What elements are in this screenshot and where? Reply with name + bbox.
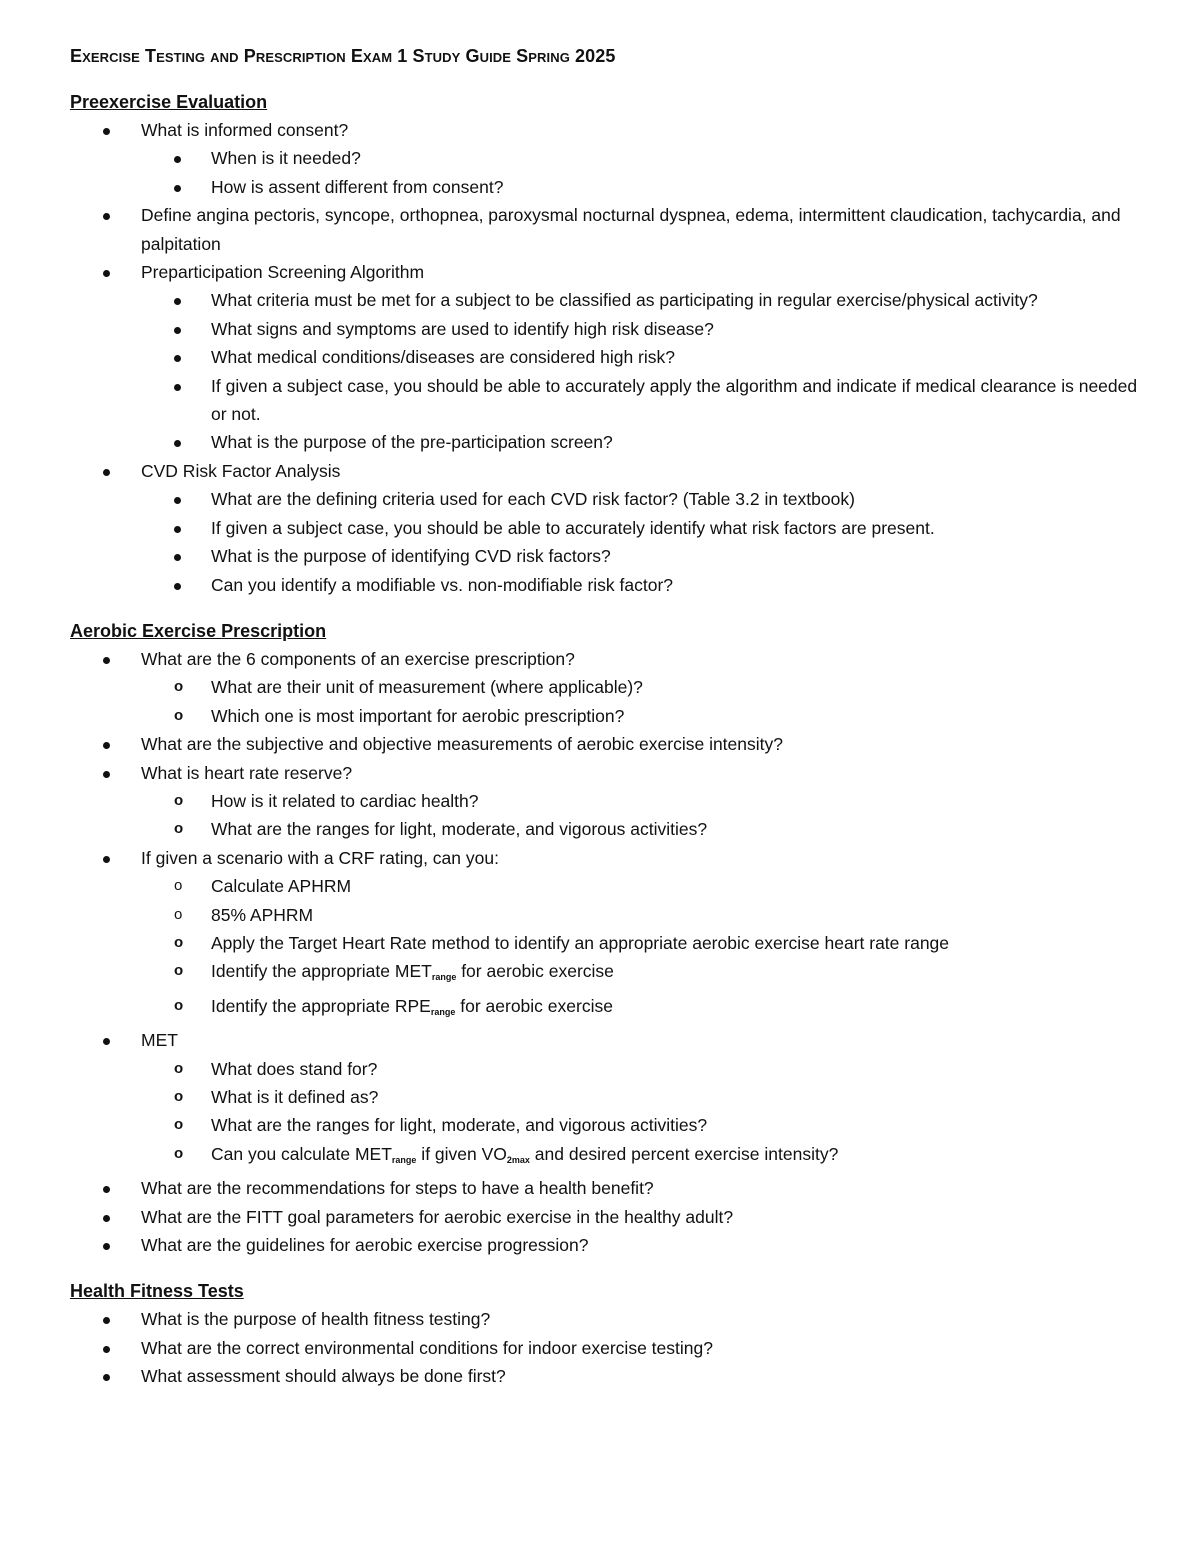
bullet-icon <box>103 1305 110 1333</box>
item-text: If given a scenario with a CRF rating, can you: <box>141 847 499 868</box>
sub-list-item <box>70 815 1150 843</box>
bullet-icon <box>103 1026 110 1054</box>
sections-container <box>70 88 1150 1391</box>
list-item <box>70 759 1150 844</box>
bullet-icon <box>103 1362 110 1390</box>
list-item <box>70 1231 1150 1259</box>
list-item <box>70 1203 1150 1231</box>
bullet-icon <box>103 1203 110 1231</box>
item-text: What are the FITT goal parameters for aerobic exercise in the healthy adult? <box>141 1206 734 1227</box>
item-text: What is heart rate reserve? <box>141 762 353 783</box>
hollow-circle-bullet-icon: o <box>174 678 184 696</box>
bullet-icon <box>174 173 181 201</box>
sub-list <box>141 485 1150 599</box>
sub-list-item <box>70 144 1150 172</box>
sub-list-item <box>70 1083 1150 1111</box>
sub-list-item <box>70 901 1150 929</box>
section <box>70 88 1150 599</box>
hollow-circle-bullet-icon: o <box>174 706 184 724</box>
bullet-list <box>70 116 1150 599</box>
sub-list-item <box>70 571 1150 599</box>
sub-list-item <box>70 929 1150 957</box>
item-text: Calculate APHRM <box>211 876 352 897</box>
bullet-icon <box>103 730 110 758</box>
bullet-icon <box>103 258 110 286</box>
section <box>70 617 1150 1260</box>
item-text <box>211 1144 838 1164</box>
bullet-icon <box>174 372 181 400</box>
bullet-icon <box>103 457 110 485</box>
sub-list-item <box>70 173 1150 201</box>
item-text: What are the defining criteria used for each CVD risk factor? (Table 3.2 in textbook) <box>211 489 855 510</box>
sub-list <box>141 872 1150 1026</box>
bullet-icon <box>174 286 181 314</box>
sub-list-item <box>70 1055 1150 1083</box>
hollow-circle-bullet-icon: o <box>174 996 184 1014</box>
bullet-icon <box>103 116 110 144</box>
section-heading: Aerobic Exercise Prescription <box>70 620 327 641</box>
sub-list <box>141 144 1150 201</box>
list-item <box>70 457 1150 599</box>
item-text: If given a subject case, you should be able to accurately apply the algorithm and indicate if medical clearance is needed or not. <box>211 375 1138 425</box>
list-item <box>70 1026 1150 1174</box>
list-item <box>70 645 1150 730</box>
item-text-post: and desired percent exercise intensity? <box>529 1143 839 1164</box>
bullet-icon <box>103 1174 110 1202</box>
item-text: What is it defined as? <box>211 1087 379 1107</box>
sub-list-item <box>70 673 1150 701</box>
sub-list <box>141 787 1150 844</box>
item-text: What assessment should always be done first? <box>141 1366 506 1387</box>
item-text: When is it needed? <box>211 148 361 169</box>
sub-list-item <box>70 514 1150 542</box>
bullet-icon <box>174 514 181 542</box>
bullet-icon <box>174 542 181 570</box>
sub-list-item <box>70 702 1150 730</box>
item-text: What does stand for? <box>211 1058 378 1079</box>
item-subscript: 2max <box>506 1154 530 1165</box>
sub-list-item <box>70 372 1150 429</box>
sub-list-item <box>70 286 1150 314</box>
item-text: What are the 6 components of an exercise prescription? <box>141 648 575 669</box>
item-text: What are the ranges for light, moderate, and vigorous activities? <box>211 819 708 840</box>
sub-list-item <box>70 343 1150 371</box>
bullet-icon <box>103 645 110 673</box>
sub-list <box>141 673 1150 730</box>
item-subscript: range <box>430 1006 456 1017</box>
hollow-circle-bullet-icon: o <box>174 933 184 951</box>
sub-list-item <box>70 542 1150 570</box>
item-text: What are the recommendations for steps to have a health benefit? <box>141 1178 654 1199</box>
item-text: Preparticipation Screening Algorithm <box>141 262 425 283</box>
list-item <box>70 1305 1150 1333</box>
bullet-list <box>70 1305 1150 1390</box>
item-text: What criteria must be met for a subject to be classified as participating in regular exercise/physical activity? <box>211 290 1038 311</box>
bullet-icon <box>103 1231 110 1259</box>
sub-list-item <box>70 485 1150 513</box>
hollow-circle-bullet-icon: o <box>174 877 183 895</box>
hollow-circle-bullet-icon: o <box>174 1088 184 1105</box>
item-text: 85% APHRM <box>211 904 314 925</box>
item-text: MET <box>141 1030 178 1051</box>
item-text: How is it related to cardiac health? <box>211 790 479 811</box>
item-text: What is the purpose of the pre-participation screen? <box>211 432 613 453</box>
item-text: What are the correct environmental conditions for indoor exercise testing? <box>141 1337 713 1358</box>
sub-list-item <box>70 428 1150 456</box>
item-text-pre: Identify the appropriate RPE <box>211 995 431 1016</box>
section-heading: Preexercise Evaluation <box>70 92 268 112</box>
bullet-icon <box>103 1334 110 1362</box>
item-text: What are the ranges for light, moderate, and vigorous activities? <box>211 1115 708 1136</box>
item-text: Apply the Target Heart Rate method to identify an appropriate aerobic exercise heart rate range <box>211 932 950 953</box>
item-text: What are the guidelines for aerobic exercise progression? <box>141 1235 589 1256</box>
hollow-circle-bullet-icon: o <box>174 905 183 923</box>
hollow-circle-bullet-icon: o <box>174 962 184 980</box>
sub-list <box>141 1055 1150 1175</box>
item-text-pre: Identify the appropriate MET <box>211 961 432 982</box>
hollow-circle-bullet-icon: o <box>174 820 184 838</box>
bullet-icon <box>103 844 110 872</box>
item-text <box>211 996 613 1016</box>
list-item <box>70 1174 1150 1202</box>
item-text: Can you identify a modifiable vs. non-modifiable risk factor? <box>211 574 674 595</box>
item-text: What are the subjective and objective measurements of aerobic exercise intensity? <box>141 734 783 755</box>
item-text-mid: if given VO <box>416 1143 507 1164</box>
item-text <box>211 961 614 981</box>
item-text: Define angina pectoris, syncope, orthopnea, paroxysmal nocturnal dyspnea, edema, intermittent claudication, tachycardia, and palpitation <box>141 205 1121 254</box>
list-item <box>70 730 1150 758</box>
list-item <box>70 1334 1150 1362</box>
item-text: CVD Risk Factor Analysis <box>141 460 341 481</box>
section <box>70 1277 1150 1390</box>
bullet-icon <box>174 144 181 172</box>
item-text-pre: Can you calculate MET <box>211 1143 392 1164</box>
item-subscript: range <box>431 972 457 983</box>
list-item <box>70 844 1150 1026</box>
sub-list-item <box>70 957 1150 991</box>
bullet-icon <box>103 759 110 787</box>
item-text: What medical conditions/diseases are considered high risk? <box>211 347 675 368</box>
document-page <box>70 44 1150 1409</box>
list-item <box>70 116 1150 201</box>
bullet-icon <box>103 201 110 229</box>
bullet-icon <box>174 315 181 343</box>
bullet-icon <box>174 485 181 513</box>
sub-list-item <box>70 992 1150 1026</box>
sub-list <box>141 286 1150 456</box>
hollow-circle-bullet-icon: o <box>174 1059 184 1077</box>
bullet-icon <box>174 571 181 599</box>
hollow-circle-bullet-icon: o <box>174 1144 184 1162</box>
item-text: How is assent different from consent? <box>211 176 504 197</box>
item-text: What is informed consent? <box>141 120 349 140</box>
item-text: Which one is most important for aerobic prescription? <box>211 705 625 726</box>
bullet-icon <box>174 428 181 456</box>
sub-list-item <box>70 787 1150 815</box>
list-item <box>70 201 1150 258</box>
hollow-circle-bullet-icon: o <box>174 1116 184 1134</box>
section-heading: Health Fitness Tests <box>70 1281 244 1302</box>
bullet-icon <box>174 343 181 371</box>
item-text-post: for aerobic exercise <box>455 995 613 1016</box>
bullet-list <box>70 645 1150 1260</box>
sub-list-item <box>70 315 1150 343</box>
item-text: If given a subject case, you should be able to accurately identify what risk factors are present. <box>211 517 935 538</box>
item-text: What are their unit of measurement (where applicable)? <box>211 677 643 698</box>
item-text: What signs and symptoms are used to identify high risk disease? <box>211 318 714 339</box>
sub-list-item <box>70 1140 1150 1174</box>
item-text: What is the purpose of health fitness testing? <box>141 1309 491 1330</box>
sub-list-item <box>70 1111 1150 1139</box>
item-subscript: range <box>391 1154 417 1165</box>
item-text: What is the purpose of identifying CVD risk factors? <box>211 546 611 567</box>
list-item <box>70 258 1150 457</box>
list-item <box>70 1362 1150 1390</box>
document-title: Exercise Testing and Prescription Exam 1 Study Guide Spring 2025 <box>70 46 616 66</box>
item-text-post: for aerobic exercise <box>456 961 614 982</box>
hollow-circle-bullet-icon: o <box>174 791 184 809</box>
sub-list-item <box>70 872 1150 900</box>
